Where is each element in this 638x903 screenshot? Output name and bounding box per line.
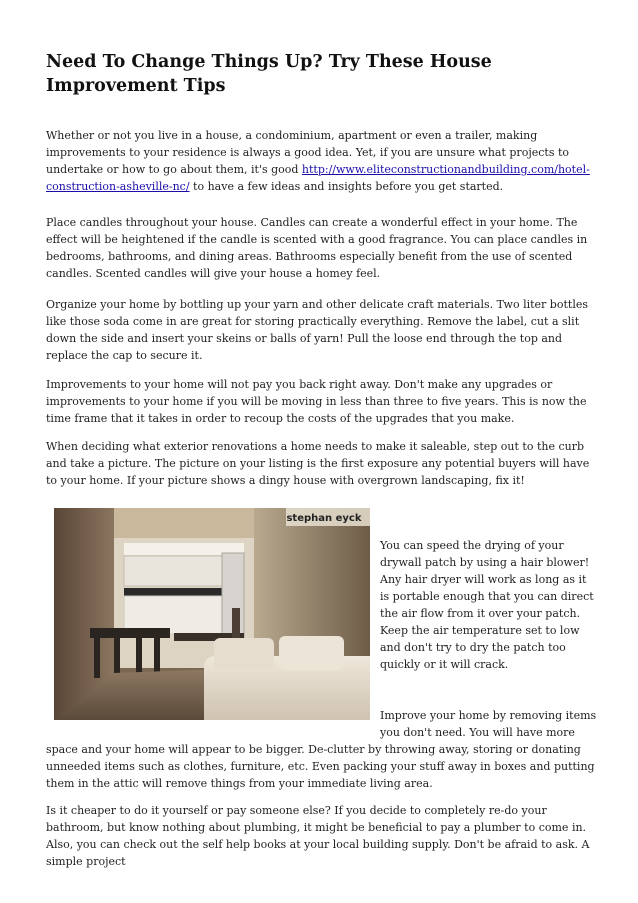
photo-watermark: stephan eyck — [286, 513, 362, 524]
paragraph-exterior: When deciding what exterior renovations a home needs to make it saleable, step out to the curb and take a picture. The picture on your listing is the first exposure any potential buyers will have to your home. If your picture shows a dingy house with overgrown landscaping, fix it! — [46, 440, 590, 487]
construction-link[interactable]: http://www.eliteconstructionandbuilding.com/hotel-construction-asheville-nc/ — [46, 163, 590, 193]
paragraph-intro — [46, 127, 598, 195]
paragraph-declutter-start: Improve your home by removing items you don't need. You will have more — [380, 709, 597, 739]
intro-text-end: to have a few ideas and insights before you get started. — [189, 180, 504, 193]
paragraph-improvements: Improvements to your home will not pay you back right away. Don't make any upgrades or improvements to your home if you will be moving in less than three to five years. This is now the time frame that it takes in order to recoup the costs of the upgrades that you make. — [46, 378, 587, 425]
paragraph-drywall: You can speed the drying of your drywall patch by using a hair blower! Any hair dryer will work as long as it is portable enough that you can direct the air flow from it over your patch. Keep the air temperature set to low and don't try to dry the patch too quickly or it will crack. — [380, 539, 594, 671]
paragraph-diy: Is it cheaper to do it yourself or pay someone else? If you decide to completely re-do your bathroom, but know nothing about plumbing, it might be beneficial to pay a plumber to come in. Also, you can check out the self help books at your local building supply. Don't be afraid to ask. A simple project — [46, 804, 590, 868]
paragraph-candles: Place candles throughout your house. Candles can create a wonderful effect in your home. The effect will be heightened if the candle is scented with a good fragrance. You can place candles in bedrooms, bathrooms, and dining areas. Bathrooms especially benefit from the use of scented candles. Scented candles will give your house a homey feel. — [46, 216, 588, 280]
intro-text: Whether or not you live in a house, a condominium, apartment or even a trailer, making improvements to your residence is always a good idea. Yet, if you are unsure what projects to undertake or how to go about them, it's good — [46, 129, 569, 176]
kitchen-photo — [54, 508, 370, 720]
page-title: Need To Change Things Up? Try These House Improvement Tips — [46, 52, 492, 96]
paragraph-declutter: space and your home will appear to be bigger. De-clutter by throwing away, storing or donating unneeded items such as clothes, furniture, etc. Even packing your stuff away in boxes and putting them in the attic will remove things from your immediate living area. — [46, 743, 595, 790]
paragraph-yarn: Organize your home by bottling up your yarn and other delicate craft materials. Two liter bottles like those soda come in are great for storing practically everything. Remove the label, cut a slit down the side and insert your skeins or balls of yarn! Pull the loose end through the top and replace the cap to secure it. — [46, 298, 588, 362]
